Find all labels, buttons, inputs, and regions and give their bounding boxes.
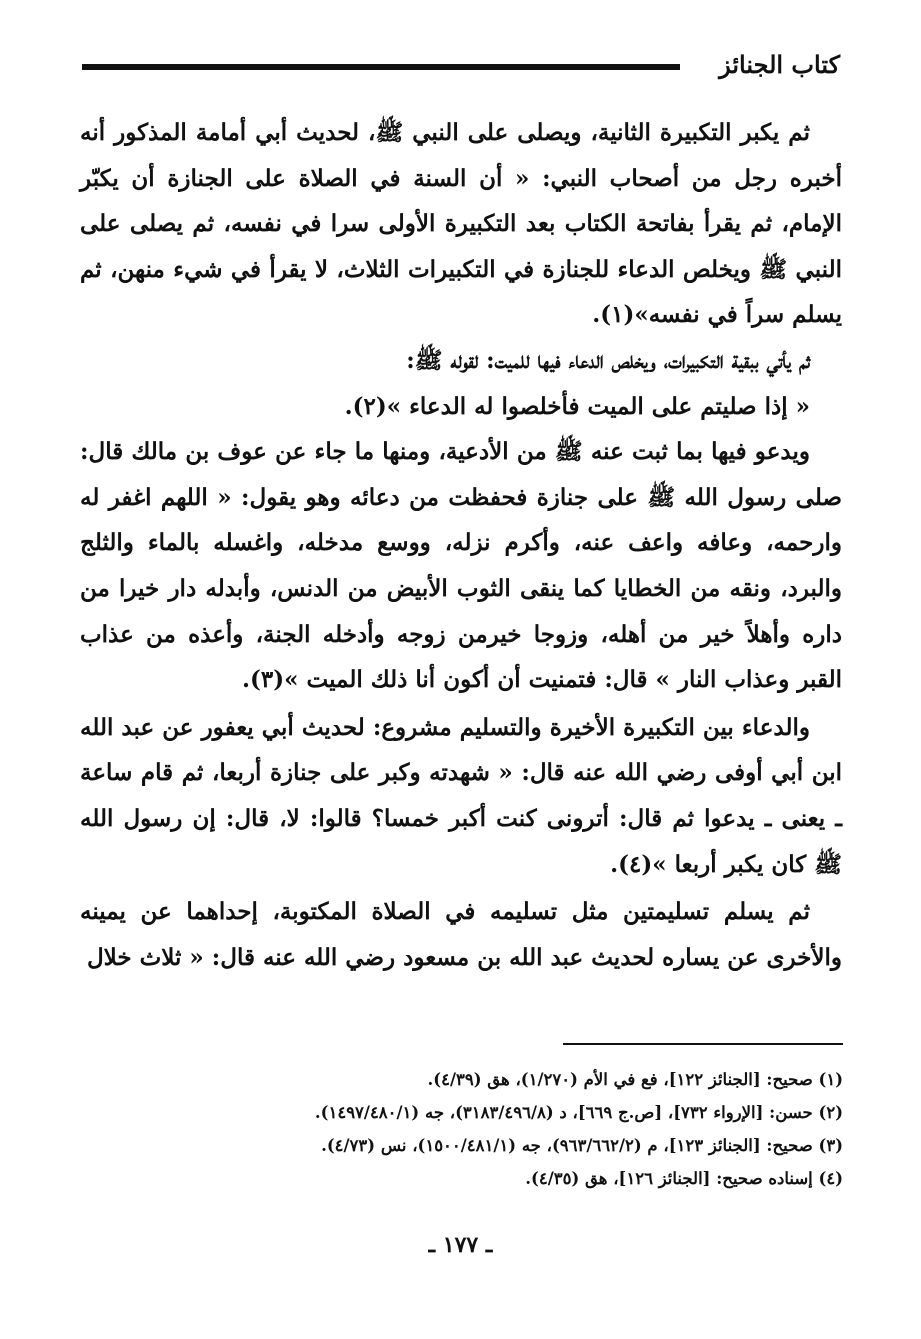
footnote: (١) صحيح: [الجنائز ١٢٢]، فع في الأم (١/٢٧٠)، هق (٤/٣٩).: [427, 1070, 843, 1089]
footnote: (٢) حسن: [الإرواء ٧٣٢]، [ص.ج ٦٦٩]، د (٣١٨٣/٤٩٦/٨)، جه (١٤٩٧/٤٨٠/١).: [314, 1103, 843, 1122]
header-rule: [82, 64, 680, 70]
paragraph: ويدعو فيها بما ثبت عنه ﷺ من الأدعية، ومنها ما جاء عن عوف بن مالك قال: صلى رسول الله ﷺ على جنازة فحفظت من دعائه وهو يقول: « اللهم اغفر له وارحمه، وعافه واعف عنه، وأكرم نزله، ووسع مدخله، واغسله بالماء والثلج والبرد، ونقه من الخطايا كما ينقى الثوب الأبيض من الدنس، وأبدله دار خيرا من داره وأهلاً خير من أهله، وزوجا خيرمن زوجه وأدخله الجنة، وأعذه من عذاب القبر وعذاب النار » قال: فتمنيت أن أكون أنا ذلك الميت »(٣).: [80, 438, 842, 694]
paragraph: والدعاء بين التكبيرة الأخيرة والتسليم مشروع: لحديث أبي يعفور عن عبد الله ابن أبي أوفى رضي الله عنه قال: « شهدته وكبر على جنازة أربعا، ثم قام ساعة ـ يعنى ـ يدعوا ثم قال: أترونى كنت أكبر خمسا؟ قالوا: لا، قال: إن رسول الله ﷺ كان يكبر أربعا »(٤).: [80, 713, 842, 878]
running-header: [80, 50, 840, 90]
page-number: ـ ١٧٧ ـ: [428, 1232, 493, 1258]
paragraph: ثم يكبر التكبيرة الثانية، ويصلى على النبي ﷺ، لحديث أبي أمامة المذكور أنه أخبره رجل من أصحاب النبي: « أن السنة في الصلاة على الجنازة أن يكبّر الإمام، ثم يقرأ بفاتحة الكتاب بعد التكبيرة الأولى سرا في نفسه، ثم يصلى على النبي ﷺ ويخلص الدعاء للجنازة في التكبيرات الثلاث، لا يقرأ في شيء منهن، ثم يسلم سراً في نفسه»(١).: [80, 119, 842, 329]
footnote-separator: [563, 1043, 843, 1045]
paragraph: ثم يسلم تسليمتين مثل تسليمه في الصلاة المكتوبة، إحداهما عن يمينه والأخرى عن يساره لحديث عبد الله بن مسعود رضي الله عنه قال: « ثلاث خلال: [80, 898, 842, 971]
footnote: (٣) صحيح: [الجنائز ١٢٣]، م (٩٦٣/٦٦٢/٢)، جه (١٥٠٠/٤٨١/١)، نس (٤/٧٣).: [321, 1136, 843, 1155]
main-text: [80, 110, 842, 980]
header-title: كتاب الجنائز: [719, 50, 840, 79]
paragraph: ثم يأتي ببقية التكبيرات، ويخلص الدعاء فيها للميت: لقوله ﷺ:: [406, 346, 810, 374]
footnote: (٤) إسناده صحيح: [الجنائز ١٢٦]، هق (٤/٣٥).: [525, 1169, 843, 1188]
footnotes: [80, 1063, 843, 1195]
hadith-quote: « إذا صليتم على الميت فأخلصوا له الدعاء »(٢).: [344, 392, 810, 420]
